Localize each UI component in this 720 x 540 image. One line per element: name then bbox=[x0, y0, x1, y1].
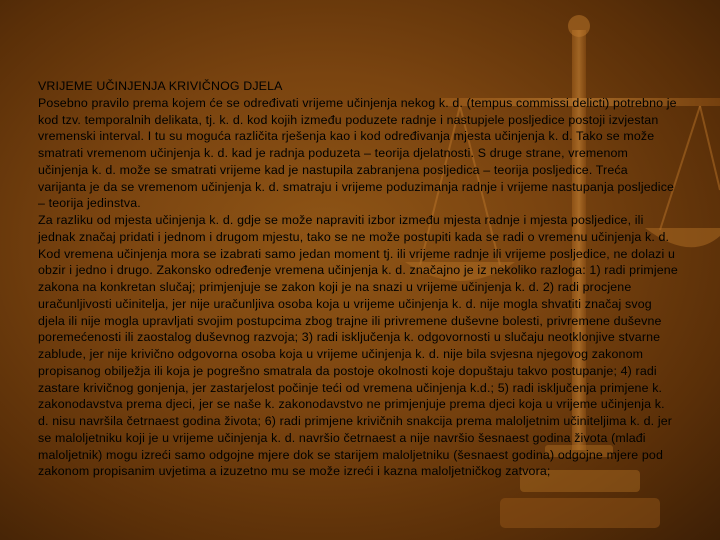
paragraph-2: Za razliku od mjesta učinjenja k. d. gdje se može napraviti izbor između mjesta radnje i mjesta posljedice, ili jednak značaj pridati i jednom i drugom mjestu, tako se ne može postupiti kada se radi o vremenu učinjenja k. d. Kod vremena učinjenja mora se izabrati samo jedan moment tj. ili vrijeme radnje ili vrijeme posljedice, ne dolazi u obzir i jedno i drugo. Zakonsko određenje vremena učinjenja k. d. značajno je iz nekoliko razloga: 1) radi primjene zakona na konkretan slučaj; primjenjuje se zakon koji je na snazi u vrijeme učinjenja k. d. 2) radi procjene uračunljivosti učinitelja, jer nije uračunljiva osoba koja u vrijeme učinjenja k. d. nije mogla shvatiti značaj svog djela ili nije mogla upravljati svojim postupcima zbog trajne ili privremene duševne bolesti, privremene duševne poremećenosti ili zaostalog duševnog razvoja; 3) radi isključenja k. odgovornosti u slučaju neotklonjive stvarne zablude, jer nije krivično odgovorna osoba koja u vrijeme učinjenja k. d. nije bila svjesna njegovog zakonom propisanog obilježja ili koja je pogrešno smatrala da postoje okolnosti koje dopuštaju takvo postupanje; 4) radi zastare krivičnog gonjenja, jer zastarjelost počinje teći od vremena učinjenja k.d.; 5) radi isključenja primjene k. zakonodavstva prema djeci, jer se naše k. zakonodavstvo ne primjenjuje prema djeci koja u vrijeme učinjenja k. d. nisu navršila četrnaest godina života; 6) radi primjene krivičnih snakcija prema maloljetnim učiniteljima k. d. jer se maloljetniku koji je u vrijeme učinjenja k. d. navršio četrnaest a nije navršio šesnaest godina života (mlađi maloljetnik) mogu izreći samo odgojne mjere dok se starijem maloljetniku (šesnaest godina) odgojne mjere pod zakonom propisanim uvjetima a izuzetno mu se može izreći i kazna maloljetničkog zatvora; bbox=[38, 213, 678, 479]
slide-title: VRIJEME UČINJENJA KRIVIČNOG DJELA bbox=[38, 79, 283, 93]
paragraph-1: Posebno pravilo prema kojem će se određivati vrijeme učinjenja nekog k. d. (tempus commissi delicti) potrebno je kod tzv. temporalnih delikata, tj. k. d. kod kojih između poduzete radnje i nastupjele posljedice postoji izvjestan vremenski interval. I tu su moguća različita rješenja kao i kod određivanja mjesta učinjenja k. d. Tako se može smatrati vremenom učinjenja k. d. kad je radnja poduzeta – teorija djelatnosti. S druge strane, vremenom učinjenja k. d. može se smatrati vrijeme kad je nastupila zabranjena posljedica – teorija posljedice. Treća varijanta je da se vremenom učinjenja k. d. smatraju i vrijeme poduzimanja radnje i vrijeme nastupanja posljedice – teorija jedinstva. bbox=[38, 95, 677, 211]
slide-body bbox=[38, 78, 678, 480]
